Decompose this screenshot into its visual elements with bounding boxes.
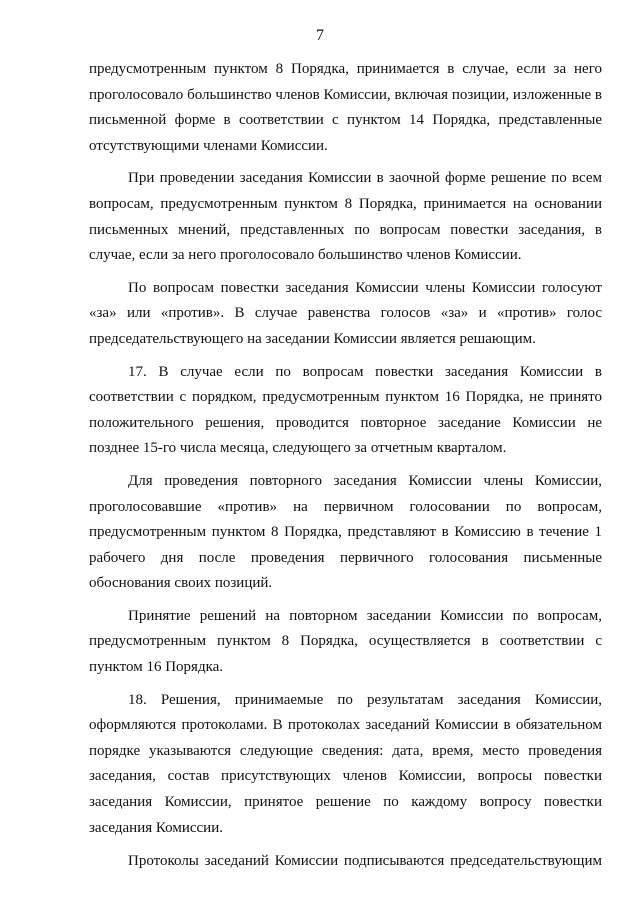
paragraph-voting-rules: По вопросам повестки заседания Комиссии члены Комиссии голосуют «за» или «против». В случае равенства голосов «за» и «против» голос председательствующего на заседании Комиссии является решающим.	[89, 279, 602, 347]
paragraph-repeat-meeting: Для проведения повторного заседания Комиссии члены Комиссии, проголосовавшие «против» на первичном голосовании по вопросам, предусмотренным пунктом 8 Порядка, представляют в Комиссию в течение 1 рабочего дня после проведения первичного голосования письменные обоснования своих позиций.	[89, 472, 602, 592]
paragraph-repeat-decisions: Принятие решений на повторном заседании Комиссии по вопросам, предусмотренным пунктом 8 Порядка, осуществляется в соответствии с пунктом 16 Порядка.	[89, 607, 602, 676]
document-body	[89, 57, 602, 875]
paragraph-item-17: 17. В случае если по вопросам повестки заседания Комиссии в соответствии с порядком, предусмотренным пунктом 16 Порядка, не принято положительного решения, проводится повторное заседание Комиссии не позднее 15-го числа месяца, следующего за отчетным кварталом.	[89, 363, 602, 457]
paragraph-item-18: 18. Решения, принимаемые по результатам заседания Комиссии, оформляются протоколами. В протоколах заседаний Комиссии в обязательном порядке указываются следующие сведения: дата, время, место проведения заседания, состав присутствующих членов Комиссии, вопросы повестки заседания Комиссии, принятое решение по каждому вопросу повестки заседания Комиссии.	[89, 691, 602, 836]
page-number: 7	[316, 27, 324, 44]
paragraph-continuation: предусмотренным пунктом 8 Порядка, принимается в случае, если за него проголосовало большинство членов Комиссии, включая позиции, изложенные в письменной форме в соответствии с пунктом 14 Порядка, представленные отсутствующими членами Комиссии.	[89, 61, 602, 154]
paragraph-protocol-signing: Протоколы заседаний Комиссии подписываются председательствующим	[128, 853, 602, 870]
paragraph-absentee-voting: При проведении заседания Комиссии в заочной форме решение по всем вопросам, предусмотренным пунктом 8 Порядка, принимается на основании письменных мнений, представленных по вопросам повестки заседания, в случае, если за него проголосовало большинство членов Комиссии.	[89, 170, 602, 264]
